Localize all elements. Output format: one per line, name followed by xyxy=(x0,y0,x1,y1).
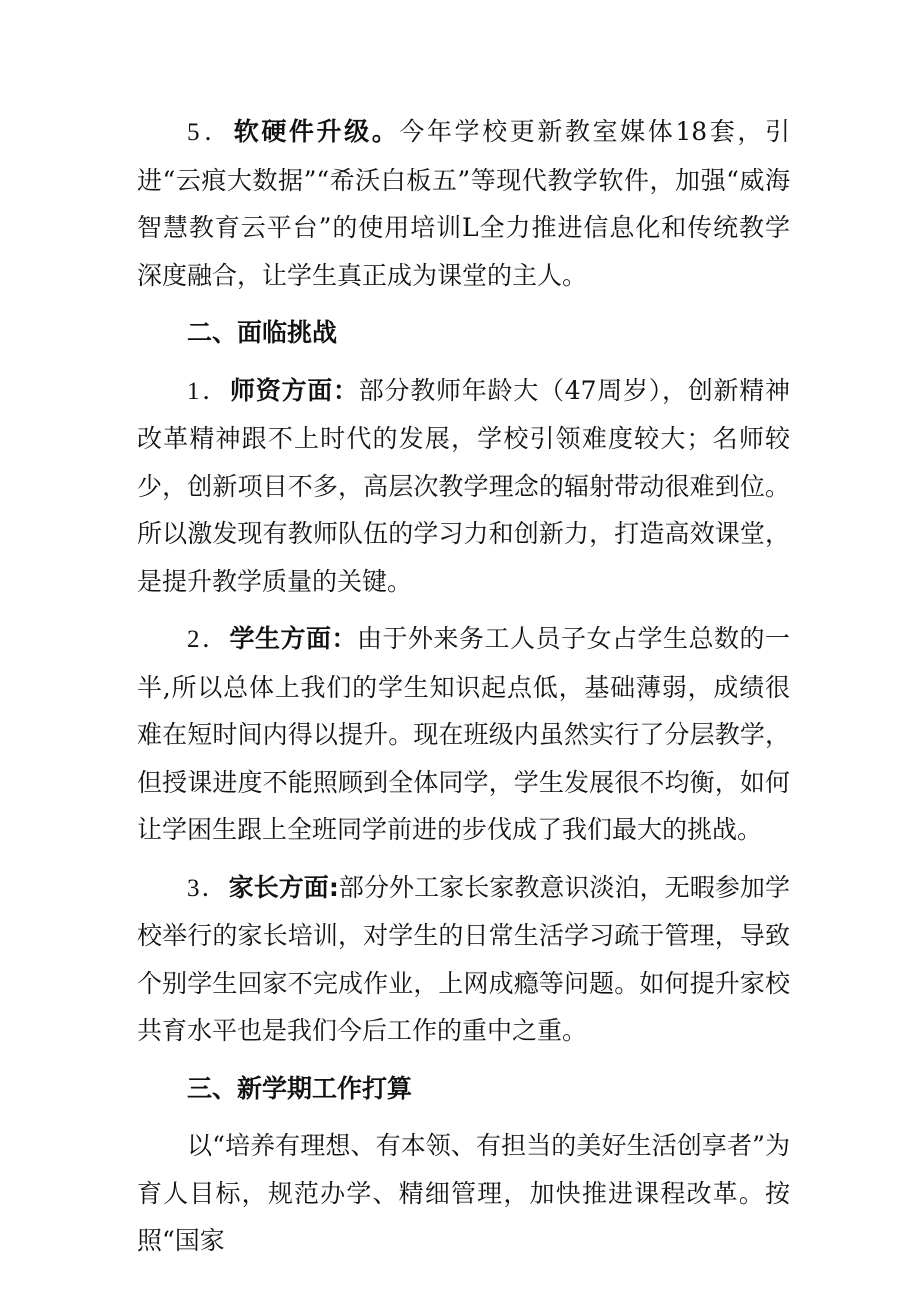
paragraph-education-goal: 以“培养有理想、有本领、有担当的美好生活创享者”为育人目标，规范办学、精细管理，加快推进课程改革。按照“国家 xyxy=(137,1131,790,1255)
item-heading: 家长方面: xyxy=(228,872,339,902)
paragraph-software-hardware-upgrade xyxy=(137,108,790,299)
item-number: 3． xyxy=(187,874,229,902)
document-body xyxy=(137,108,790,1275)
item-heading: 师资方面： xyxy=(230,375,359,405)
item-number: 1． xyxy=(187,377,230,405)
paragraph-teachers xyxy=(137,367,790,606)
item-text: 部分外工家长家教意识淡泊，无暇参加学校举行的家长培训，对学生的日常生活学习疏于管理，导致个别学生回家不完成作业，上网成瘾等问题。如何提升家校共育水平也是我们今后工作的重中之重。 xyxy=(137,872,790,1045)
item-text: 部分教师年龄大（47周岁），创新精神改革精神跟不上时代的发展，学校引领难度较大；名师较少，创新项目不多，高层次教学理念的辐射带动很难到位。所以激发现有教师队伍的学习力和创新力，打造高效课堂，是提升教学质量的关键。 xyxy=(137,375,790,596)
item-text: 由于外来务工人员子女占学生总数的一半,所以总体上我们的学生知识起点低，基础薄弱，成绩很难在短时间内得以提升。现在班级内虽然实行了分层教学，但授课进度不能照顾到全体同学，学生发展很不均衡，如何让学困生跟上全班同学前进的步伐成了我们最大的挑战。 xyxy=(137,624,790,844)
item-number: 2． xyxy=(187,626,230,653)
item-heading: 学生方面： xyxy=(229,624,357,653)
item-heading: 软硬件升级。 xyxy=(233,117,400,146)
paragraph-parents xyxy=(137,864,790,1055)
paragraph-students xyxy=(137,615,790,854)
section-title-challenges: 二、面临挑战 xyxy=(187,318,338,347)
item-number: 5． xyxy=(187,119,234,146)
item-text: 今年学校更新教室媒体18套，引进“云痕大数据”“希沃白板五”等现代教学软件，加强“威海智慧教育云平台”的使用培训L全力推进信息化和传统教学深度融合，让学生真正成为课堂的主人。 xyxy=(137,117,790,290)
section-title-new-semester-plan: 三、新学期工作打算 xyxy=(187,1073,413,1103)
